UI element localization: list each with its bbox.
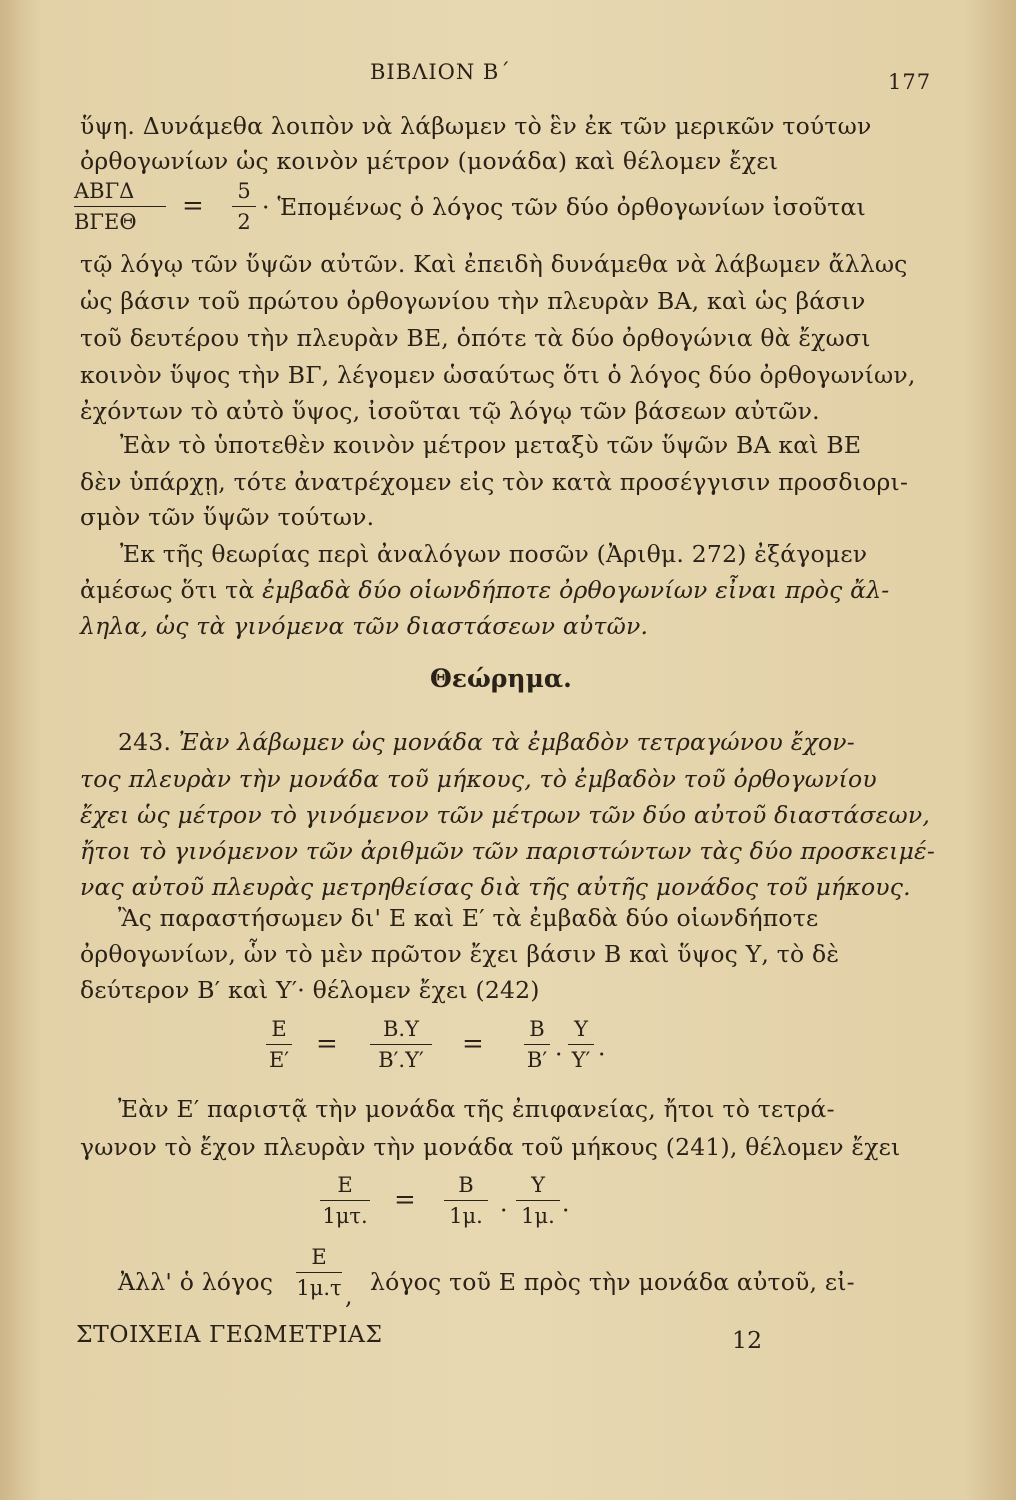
text-line: σμὸν τῶν ὕψῶν τούτων.: [80, 503, 375, 531]
text-line: Ἐκ τῆς θεωρίας περὶ ἀναλόγων ποσῶν (Ἀριθμ. 272) ἐξάγομεν: [120, 540, 868, 568]
multiplication-dot: ·: [562, 1196, 570, 1224]
fraction-denominator: 1μ.: [521, 1204, 555, 1228]
text-line: ἔχει ὡς μέτρον τὸ γινόμενον τῶν μέτρων τῶν δύο αὐτοῦ διαστάσεων,: [80, 801, 931, 829]
text-line: · Ἑπομένως ὁ λόγος τῶν δύο ὀρθογωνίων ἰσοῦται: [262, 193, 866, 221]
fraction-denominator: Β′: [526, 1048, 548, 1072]
text-line: τῷ λόγῳ τῶν ὕψῶν αὐτῶν. Καὶ ἐπειδὴ δυνάμεθα νὰ λάβωμεν ἄλλως: [80, 250, 908, 278]
text-line: λόγος τοῦ Ε πρὸς τὴν μονάδα αὐτοῦ, εἰ-: [370, 1268, 855, 1296]
equals-sign: =: [182, 191, 204, 221]
text-line: ἐχόντων τὸ αὐτὸ ὕψος, ἰσοῦται τῷ λόγῳ τῶν βάσεων αὐτῶν.: [80, 397, 820, 425]
text-line: Ἀλλ' ὁ λόγος: [118, 1268, 274, 1296]
fraction-bar: [296, 1272, 342, 1273]
fraction-denominator: 1μ.: [449, 1204, 483, 1228]
fraction-bar: [74, 206, 166, 207]
fraction-b-bprime: [524, 1016, 550, 1073]
fraction-abgd-bgeth: [74, 178, 166, 235]
text-line: νας αὐτοῦ πλευρὰς μετρηθείσας διὰ τῆς αὐτῆς μονάδος τοῦ μήκους.: [80, 873, 911, 901]
fraction-bar: [516, 1200, 560, 1201]
multiplication-dot: ·: [500, 1196, 508, 1224]
fraction-bar: [370, 1044, 432, 1045]
text-line: κοινὸν ὕψος τὴν ΒΓ, λέγομεν ὡσαύτως ὅτι ὁ λόγος δύο ὀρθογωνίων,: [80, 361, 916, 389]
fraction-numerator: Β: [529, 1017, 545, 1041]
fraction-e-unit-area: [320, 1172, 370, 1229]
page-number: 177: [888, 70, 932, 94]
equals-sign: =: [316, 1029, 338, 1059]
fraction-by-product: [370, 1016, 432, 1073]
equals-sign: =: [462, 1029, 484, 1059]
fraction-denominator: Υ′: [571, 1048, 591, 1072]
multiplication-dot: ·: [598, 1040, 606, 1068]
text-line: [118, 728, 855, 756]
text-line: δεύτερον Β′ καὶ Υ′· θέλομεν ἔχει (242): [80, 976, 540, 1004]
fraction-numerator: Ε: [311, 1245, 327, 1269]
fraction-denominator: 2: [237, 210, 251, 234]
fraction-numerator: Β.Υ: [383, 1017, 419, 1041]
fraction-bar: [232, 206, 256, 207]
text-span-italic: ἐμβαδὰ δύο οἱωνδήποτε ὀρθογωνίων εἶναι πρὸς ἄλ-: [262, 576, 890, 604]
fraction-bar: [320, 1200, 370, 1201]
fraction-e-eprime: [266, 1016, 292, 1073]
theorem-number: 243.: [118, 728, 172, 756]
fraction-denominator: Β′.Υ′: [378, 1048, 424, 1072]
text-line: Ἐὰν Ε′ παριστᾷ τὴν μονάδα τῆς ἐπιφανείας, ἤτοι τὸ τετρά-: [118, 1095, 835, 1123]
text-line: [80, 576, 889, 604]
fraction-numerator: Ε: [337, 1173, 353, 1197]
fraction-numerator: Ε: [271, 1017, 287, 1041]
signature-line: ΣΤΟΙΧΕΙΑ ΓΕΩΜΕΤΡΙΑΣ: [76, 1320, 383, 1348]
text-line: ὀρθογωνίων, ὧν τὸ μὲν πρῶτον ἔχει βάσιν Β καὶ ὕψος Υ, τὸ δὲ: [80, 940, 840, 968]
theorem-heading: Θεώρημα.: [430, 664, 572, 693]
text-line: ληλα, ὡς τὰ γινόμενα τῶν διαστάσεων αὐτῶν.: [80, 612, 649, 640]
text-line: ἤτοι τὸ γινόμενον τῶν ἀριθμῶν τῶν παριστώντων τὰς δύο προσκειμέ-: [80, 837, 935, 865]
fraction-denominator: 1μ.τ: [296, 1276, 342, 1300]
equals-sign: =: [394, 1185, 416, 1215]
text-line: ὀρθογωνίων ὡς κοινὸν μέτρον (μονάδα) καὶ θέλομεν ἔχει: [80, 147, 779, 175]
comma: ,: [345, 1282, 353, 1310]
text-line: ὡς βάσιν τοῦ πρώτου ὀρθογωνίου τὴν πλευρὰν ΒΑ, καὶ ὡς βάσιν: [80, 287, 866, 315]
sheet-number: 12: [732, 1326, 763, 1354]
multiplication-dot: ·: [555, 1040, 563, 1068]
fraction-numerator: Β: [458, 1173, 474, 1197]
fraction-numerator: Υ: [574, 1017, 588, 1041]
text-line: δὲν ὑπάρχῃ, τότε ἀνατρέχομεν εἰς τὸν κατὰ προσέγγισιν προσδιορι-: [80, 468, 909, 496]
fraction-numerator: ΑΒΓΔ: [74, 179, 135, 203]
fraction-e-unit-area-inline: [296, 1244, 342, 1301]
text-line: ὕψη. Δυνάμεθα λοιπὸν νὰ λάβωμεν τὸ ἓν ἐκ τῶν μερικῶν τούτων: [80, 112, 872, 140]
fraction-five-halves: [232, 178, 256, 235]
fraction-bar: [444, 1200, 488, 1201]
fraction-bar: [266, 1044, 292, 1045]
fraction-denominator: Ε′: [268, 1048, 290, 1072]
text-line: γωνον τὸ ἔχον πλευρὰν τὴν μονάδα τοῦ μήκους (241), θέλομεν ἔχει: [80, 1133, 901, 1161]
text-span: ἀμέσως ὅτι τὰ: [80, 576, 255, 604]
fraction-bar: [524, 1044, 550, 1045]
fraction-numerator: Υ: [531, 1173, 545, 1197]
fraction-y-unit-length: [516, 1172, 560, 1229]
text-line: Ἂς παραστήσωμεν δι' Ε καὶ Ε′ τὰ ἐμβαδὰ δύο οἱωνδήποτε: [118, 904, 819, 932]
text-line: τος πλευρὰν τὴν μονάδα τοῦ μήκους, τὸ ἐμβαδὸν τοῦ ὀρθογωνίου: [80, 765, 877, 793]
fraction-denominator: ΒΓΕΘ: [74, 210, 137, 234]
fraction-y-yprime: [568, 1016, 594, 1073]
fraction-denominator: 1μτ.: [322, 1204, 368, 1228]
running-header-title: ΒΙΒΛΙΟΝ Β΄: [370, 60, 511, 84]
text-line: Ἐὰν τὸ ὑποτεθὲν κοινὸν μέτρον μεταξὺ τῶν ὕψῶν ΒΑ καὶ ΒΕ: [120, 431, 862, 459]
fraction-numerator: 5: [237, 179, 251, 203]
text-span-italic: Ἐὰν λάβωμεν ὡς μονάδα τὰ ἐμβαδὸν τετραγώνου ἔχον-: [178, 728, 855, 756]
fraction-b-unit-length: [444, 1172, 488, 1229]
text-line: τοῦ δευτέρου τὴν πλευρὰν ΒΕ, ὁπότε τὰ δύο ὀρθογώνια θὰ ἔχωσι: [80, 324, 871, 352]
fraction-bar: [568, 1044, 594, 1045]
